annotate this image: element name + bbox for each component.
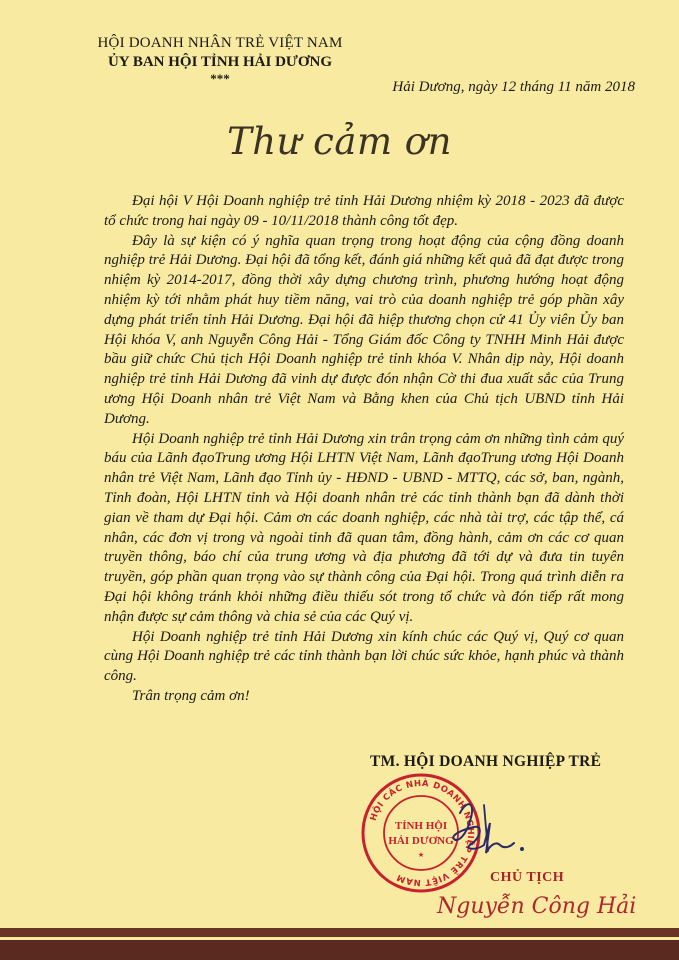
committee-name: ỦY BAN HỘI TỈNH HẢI DƯƠNG <box>107 54 333 70</box>
date-line: Hải Dương, ngày 12 tháng 11 năm 2018 <box>392 79 635 95</box>
seal-ring-text: HỘI CÁC NHÀ DOANH NGHIỆP TRẺ VIỆT NAM <box>368 778 476 888</box>
footer-band-top <box>0 928 679 937</box>
handwritten-signature <box>440 793 530 863</box>
paragraph: Đây là sự kiện có ý nghĩa quan trọng trong hoạt động của cộng đồng doanh nghiệp trẻ Hải Dương. Đại hội đã tổng kết, đánh giá những kết quả đã đạt được trong nhiệm kỳ 2014-2017, đồng thời xây dựng chương trình, phương hướng hoạt động nhiệm kỳ tới nhằm phát huy tiềm năng, vai trò của doanh nghiệp trẻ góp phần xây dựng phát triển tỉnh Hải Dương. Đại hội đã hiệp thương chọn cử 41 Ủy viên Ủy ban Hội khóa V, anh Nguyễn Công Hải - Tổng Giám đốc Công ty TNHH Minh Hải được bầu giữ chức Chủ tịch Hội Doanh nghiệp trẻ tỉnh khóa V. Nhân dịp này, Hội doanh nghiệp trẻ tỉnh Hải Dương đã vinh dự được đón nhận Cờ thi đua xuất sắc của Trung ương Hội Doanh nhân trẻ Việt Nam và Bằng khen của Chủ tịch UBND tỉnh Hải Dương. <box>104 232 624 427</box>
letterhead <box>70 34 370 86</box>
seal-line1: TỈNH HỘI <box>394 820 448 832</box>
seal-line2: HẢI DƯƠNG <box>388 835 454 847</box>
letter-title: Thư cảm ơn <box>227 120 452 163</box>
paragraph: Trân trọng cảm ơn! <box>132 687 250 704</box>
signature-organization: TM. HỘI DOANH NGHIỆP TRẺ <box>370 753 602 770</box>
paragraph: Hội Doanh nghiệp trẻ tỉnh Hải Dương xin trân trọng cảm ơn những tình cảm quý báu của Lãnh đạoTrung ương Hội LHTN Việt Nam, Lãnh đạoTrung ương Hội Doanh nhân trẻ Việt Nam, Lãnh đạo Tỉnh ủy - HĐND - UBND - MTTQ, các sở, ban, ngành, Tỉnh đoàn, Hội LHTN tỉnh và Hội doanh nhân trẻ các tỉnh thành bạn đã dành thời gian về tham dự Đại hội. Cảm ơn các doanh nghiệp, các nhà tài trợ, các tập thể, cá nhân, các đơn vị trong và ngoài tỉnh đã quan tâm, đồng hành, cảm ơn các cơ quan truyền thông, báo chí của trung ương và địa phương đã tới dự và đưa tin tuyên truyền, góp phần quan trọng vào sự thành công của Đại hội. Trong quá trình diễn ra Đại hội không tránh khỏi những điều thiếu sót trong tổ chức và đón tiếp rất mong nhận được sự cảm thông và chia sẻ của các Quý vị. <box>104 430 624 625</box>
separator-stars: *** <box>210 71 230 86</box>
letter-body <box>104 192 624 707</box>
organization-name: HỘI DOANH NHÂN TRẺ VIỆT NAM <box>97 35 343 51</box>
signatory-title: CHỦ TỊCH <box>490 870 565 885</box>
signatory-name: Nguyễn Công Hải <box>437 894 637 919</box>
svg-text:★: ★ <box>417 851 425 859</box>
paragraph: Đại hội V Hội Doanh nghiệp trẻ tỉnh Hải Dương nhiệm kỳ 2018 - 2023 đã được tổ chức trong hai ngày 09 - 10/11/2018 thành công tốt đẹp. <box>104 193 624 229</box>
paragraph: Hội Doanh nghiệp trẻ tỉnh Hải Dương xin kính chúc các Quý vị, Quý cơ quan cùng Hội Doanh nghiệp trẻ các tỉnh thành bạn lời chúc sức khỏe, hạnh phúc và thành công. <box>104 628 624 685</box>
footer-band-bottom <box>0 940 679 960</box>
